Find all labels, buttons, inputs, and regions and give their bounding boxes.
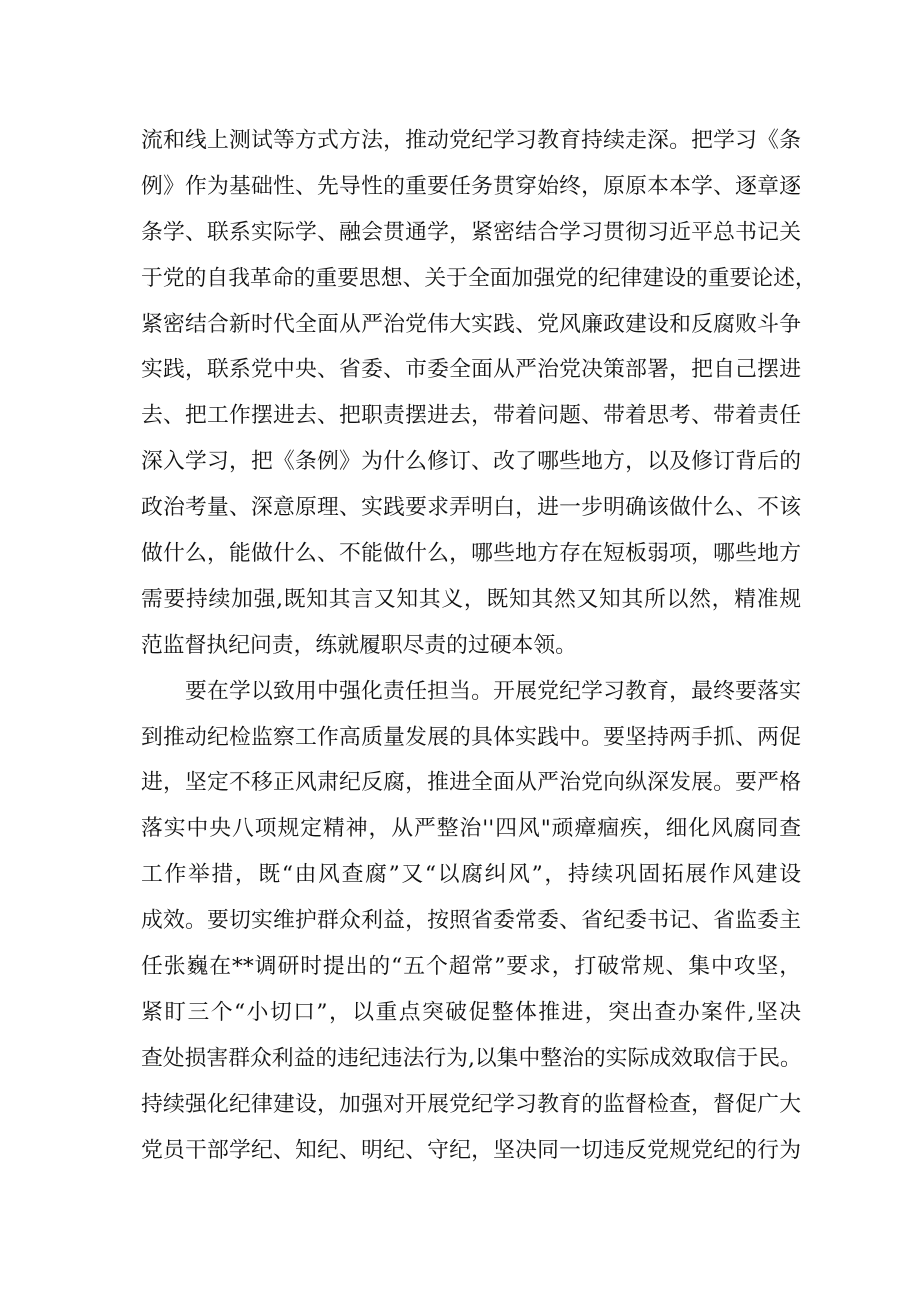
text-line: 做什么，能做什么、不能做什么，哪些地方存在短板弱项，哪些地方: [141, 541, 801, 567]
text-line: 到推动纪检监察工作高质量发展的具体实践中。要坚持两手抓、两促: [141, 724, 801, 750]
text-line: 例》作为基础性、先导性的重要任务贯穿始终，原原本本学、逐章逐: [141, 173, 801, 199]
text-line: 党员干部学纪、知纪、明纪、守纪，坚决同一切违反党规党纪的行为: [141, 1137, 801, 1163]
text-line: 落实中央八项规定精神，从严整治''四风"顽瘴痼疾，细化风腐同查: [141, 816, 801, 842]
text-line: 任张巍在**调研时提出的“五个超常”要求，打破常规、集中攻坚，: [141, 954, 801, 980]
text-line: 进，坚定不移正风肃纪反腐，推进全面从严治党向纵深发展。要严格: [141, 770, 801, 796]
text-line: 范监督执纪问责，练就履职尽责的过硬本领。: [141, 632, 577, 658]
text-line: 流和线上测试等方式方法，推动党纪学习教育持续走深。把学习《条: [141, 128, 801, 153]
text-line: 去、把工作摆进去、把职责摆进去，带着问题、带着思考、带着责任: [141, 403, 801, 429]
text-line: 工作举措，既“由风查腐”又“以腐纠风”，持续巩固拓展作风建设: [141, 862, 801, 888]
text-line: 政治考量、深意原理、实践要求弄明白，进一步明确该做什么、不该: [141, 495, 801, 521]
text-line: 深入学习，把《条例》为什么修订、改了哪些地方，以及修订背后的: [141, 449, 801, 475]
text-line: 查处损害群众利益的违纪违法行为,以集中整治的实际成效取信于民。: [141, 1045, 802, 1071]
text-line: 持续强化纪律建设，加强对开展党纪学习教育的监督检查，督促广大: [141, 1091, 801, 1117]
paragraph-first-line: 要在学以致用中强化责任担当。开展党纪学习教育，最终要落实: [185, 678, 801, 704]
text-line: 紧密结合新时代全面从严治党伟大实践、党风廉政建设和反腐败斗争: [141, 311, 801, 337]
text-line: 需要持续加强,既知其言又知其义，既知其然又知其所以然，精准规: [141, 586, 801, 612]
text-line: 条学、联系实际学、融会贯通学，紧密结合学习贯彻习近平总书记关: [141, 219, 801, 245]
text-line: 成效。要切实维护群众利益，按照省委常委、省纪委书记、省监委主: [141, 908, 801, 934]
text-line: 于党的自我革命的重要思想、关于全面加强党的纪律建设的重要论述，: [141, 265, 817, 291]
text-line: 紧盯三个“小切口”，以重点突破促整体推进，突出查办案件,坚决: [141, 999, 801, 1025]
text-line: 实践，联系党中央、省委、市委全面从严治党决策部署，把自己摆进: [141, 357, 801, 383]
body-text: [141, 118, 817, 1173]
